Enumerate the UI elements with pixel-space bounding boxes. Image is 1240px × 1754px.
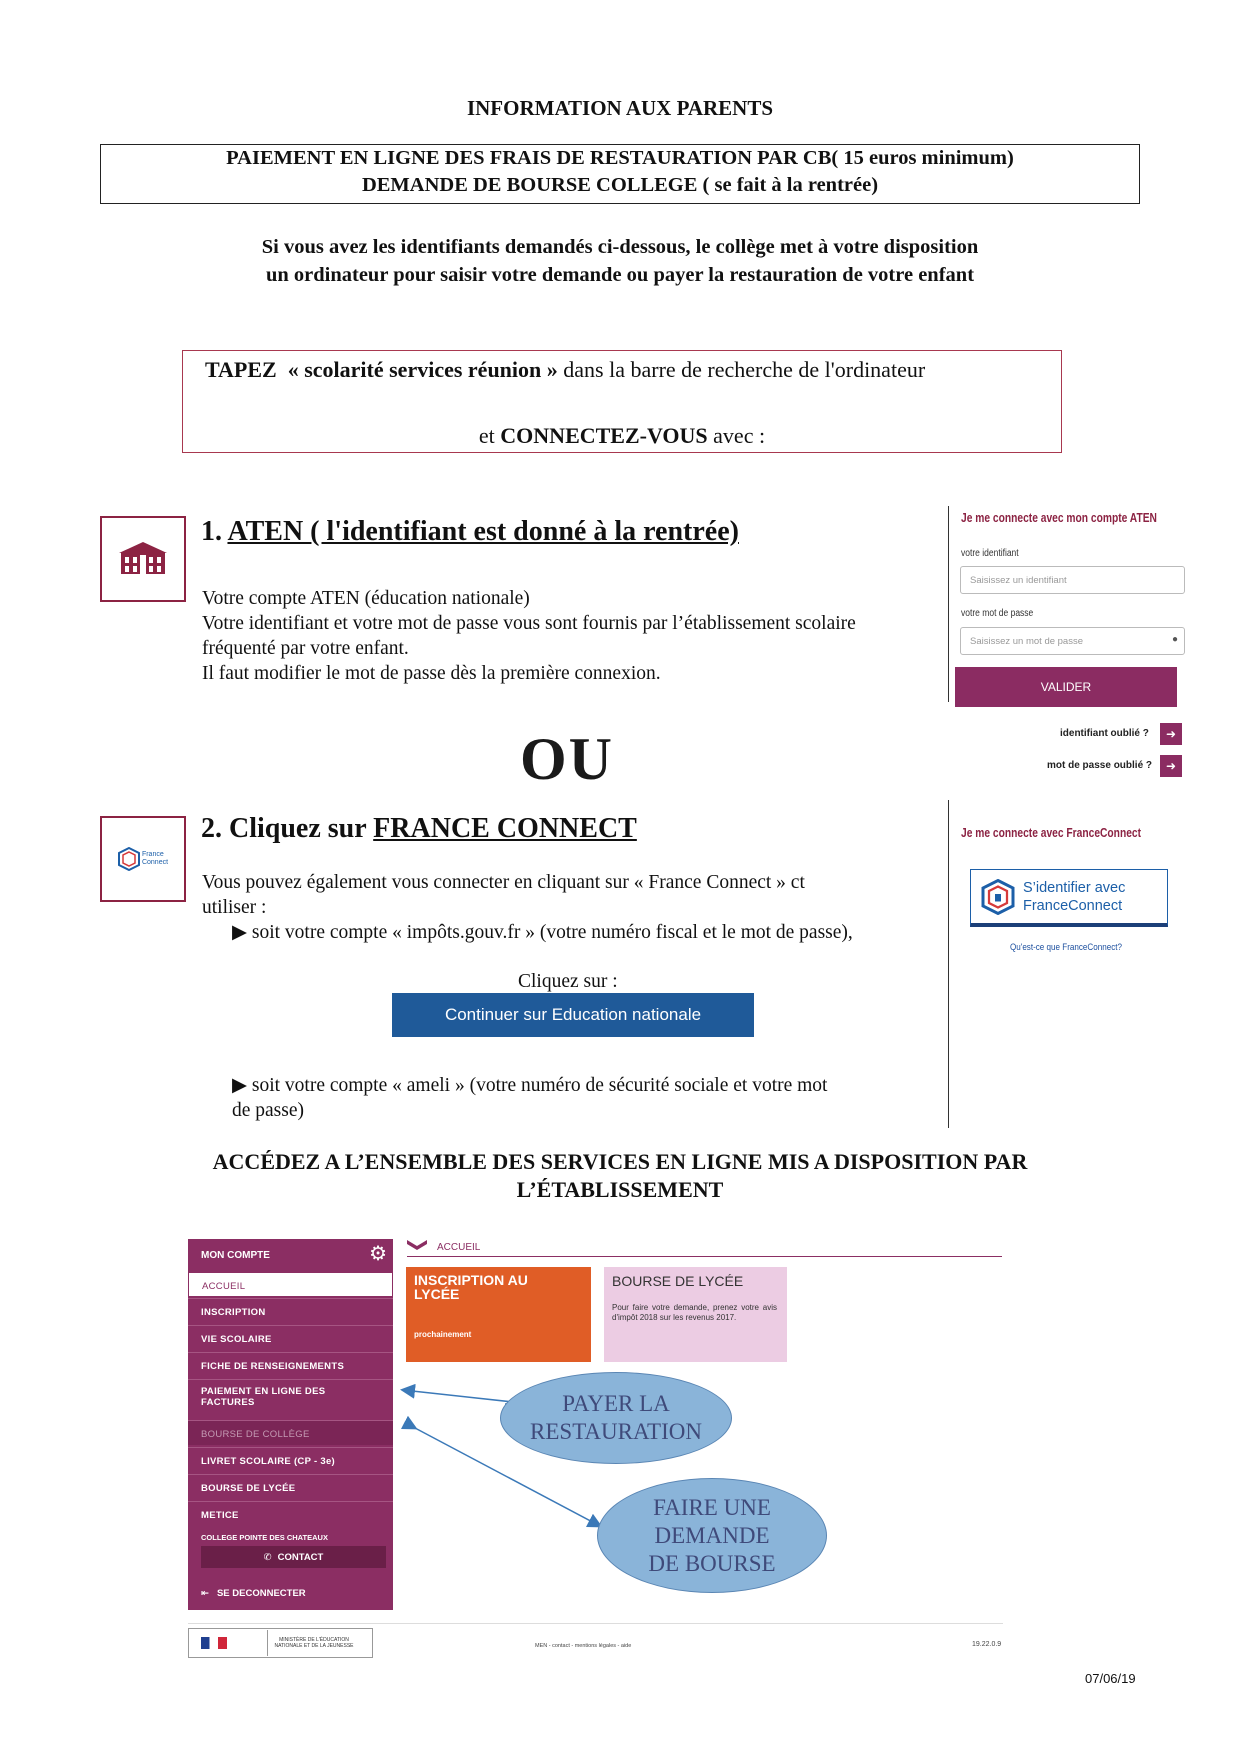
notice-line-bourse: DEMANDE DE BOURSE COLLEGE ( se fait à la rentrée) [361, 174, 879, 196]
logout-icon: ⇤ [201, 1588, 209, 1599]
callout-demande-bourse: FAIRE UNE DEMANDE DE BOURSE [597, 1478, 827, 1593]
college-name: COLLEGE POINTE DES CHATEAUX [201, 1533, 328, 1542]
portal-version: 19.22.0.9 [972, 1641, 1002, 1648]
instruction-line-1 [205, 357, 925, 383]
instruction-rest: dans la barre de recherche de l'ordinateur [557, 357, 926, 382]
aten-password-placeholder: Saisissez un mot de passe [970, 636, 1084, 647]
fc-bullet-ameli [232, 1073, 827, 1123]
search-instruction-box [182, 350, 1062, 453]
fc-title: FRANCE CONNECT [373, 813, 637, 844]
intro-line-2: un ordinateur pour saisir votre demande ou payer la restauration de votre enfant [265, 264, 975, 286]
fc-bullet-ameli-line-1: ▶ soit votre compte « ameli » (votre numéro de sécurité sociale et votre mot [232, 1075, 828, 1096]
fc-heading [201, 813, 637, 845]
instruction-tapez: TAPEZ [205, 357, 277, 382]
arrow-right-icon[interactable]: ➜ [1160, 755, 1182, 777]
ministry-name: MINISTÈRE DE L'ÉDUCATION NATIONALE ET DE LA JEUNESSE [274, 1637, 354, 1649]
franceconnect-logo [118, 847, 168, 871]
franceconnect-shield-icon [118, 847, 140, 871]
breadcrumb-rule [407, 1256, 1002, 1257]
aten-password-input[interactable] [960, 627, 1185, 655]
tile-inscription-title: INSCRIPTION AU LYCÉE [414, 1272, 528, 1302]
panel-divider-bottom [948, 800, 949, 1128]
aten-id-input[interactable]: Saisissez un identifiant [960, 566, 1185, 594]
logout-label: SE DECONNECTER [216, 1588, 306, 1599]
my-account-label: MON COMPTE [201, 1250, 270, 1261]
access-line-1: ACCÉDEZ A L’ENSEMBLE DES SERVICES EN LIGNE MIS A DISPOSITION PAR [212, 1149, 1028, 1174]
contact-button[interactable] [201, 1546, 386, 1568]
instruction-query: « scolarité services réunion » [287, 357, 558, 382]
tile-bourse-text: Pour faire votre demande, prenez votre avis d'impôt 2018 sur les revenus 2017. [612, 1303, 777, 1322]
menu-accueil[interactable]: ACCUEIL [188, 1272, 393, 1297]
aten-description [202, 586, 856, 686]
accueil-header-label: ACCUEIL [437, 1242, 481, 1253]
fc-bullet-impots: ▶ soit votre compte « impôts.gouv.fr » (votre numéro fiscal et le mot de passe), [232, 922, 853, 943]
arrow-to-paiement [403, 1390, 513, 1402]
page-title: INFORMATION AUX PARENTS [466, 96, 774, 120]
aten-icon-box [100, 516, 186, 602]
click-on-label: Cliquez sur : [518, 971, 618, 992]
aten-title: ATEN ( l'identifiant est donné à la rentrée) [227, 516, 739, 547]
tile-inscription-lycee[interactable] [406, 1267, 591, 1362]
forgot-id-link[interactable]: identifiant oublié ? [1060, 728, 1149, 739]
access-heading [0, 1148, 1240, 1204]
arrow-right-icon[interactable]: ➜ [1160, 723, 1182, 745]
menu-vie-scolaire[interactable]: VIE SCOLAIRE [188, 1325, 393, 1350]
what-is-franceconnect-link[interactable]: Qu'est-ce que FranceConnect? [1010, 942, 1122, 953]
gears-icon: ⚙ [369, 1241, 387, 1265]
tile-bourse-title: BOURSE DE LYCÉE [612, 1273, 744, 1289]
marianne-flag-icon [201, 1637, 227, 1649]
aten-heading [201, 516, 739, 548]
intro-text [150, 233, 1090, 289]
or-separator: OU [520, 726, 614, 792]
menu-metice[interactable]: METICE [188, 1501, 393, 1526]
aten-number: 1. [201, 516, 228, 547]
menu-livret-scolaire[interactable]: LIVRET SCOLAIRE (CP - 3e) [188, 1447, 393, 1472]
franceconnect-icon-box [100, 816, 186, 902]
school-building-icon [119, 542, 167, 576]
fc-logo-line-1: France [141, 851, 164, 858]
notice-box [100, 144, 1140, 204]
portal-footer-rule [188, 1623, 1003, 1624]
fc-line-1: Vous pouvez également vous connecter en cliquant sur « France Connect » ct [202, 872, 805, 893]
franceconnect-shield-icon [981, 879, 1015, 915]
fc-button-line-2: FranceConnect [1023, 897, 1123, 914]
ministry-logo [188, 1628, 373, 1658]
aten-line-4: Il faut modifier le mot de passe dès la première connexion. [202, 663, 661, 684]
document-date: 07/06/19 [1085, 1671, 1136, 1686]
fc-bullet-ameli-line-2: de passe) [232, 1100, 305, 1121]
fc-line-2: utiliser : [202, 897, 267, 918]
portal-breadcrumb [407, 1240, 480, 1253]
forgot-password-link[interactable]: mot de passe oublié ? [1047, 760, 1153, 771]
portal-account-header [188, 1239, 393, 1271]
menu-inscription[interactable]: INSCRIPTION [188, 1298, 393, 1323]
contact-label: CONTACT [277, 1551, 324, 1563]
instruction-line-2 [183, 423, 1061, 449]
aten-id-label: votre identifiant [961, 548, 1019, 559]
tile-inscription-subtitle: prochainement [414, 1330, 472, 1339]
panel-divider-top [948, 506, 949, 702]
aten-line-2: Votre identifiant et votre mot de passe vous sont fournis par l’établissement scolaire [202, 613, 856, 634]
fc-number: 2. Cliquez sur [201, 813, 374, 844]
franceconnect-button[interactable] [970, 869, 1168, 927]
intro-line-1: Si vous avez les identifiants demandés ci-dessous, le collège met à votre disposition [261, 236, 979, 258]
aten-line-3: fréquenté par votre enfant. [202, 638, 409, 659]
instruction-connect: CONNECTEZ-VOUS [500, 423, 708, 448]
menu-paiement-factures[interactable]: PAIEMENT EN LIGNE DES FACTURES [188, 1379, 393, 1419]
fc-logo-line-2: Connect [141, 859, 169, 866]
portal-footer-links[interactable]: MEN - contact - mentions légales - aide [535, 1643, 632, 1649]
aten-validate-button[interactable]: VALIDER [955, 667, 1177, 707]
tile-bourse-lycee[interactable] [604, 1267, 787, 1362]
chevron-icon [407, 1240, 427, 1250]
instruction-et: et [478, 423, 501, 448]
continue-education-button[interactable]: Continuer sur Education nationale [392, 993, 754, 1037]
notice-line-payment: PAIEMENT EN LIGNE DES FRAIS DE RESTAURATION PAR CB( 15 euros minimum) [226, 147, 1014, 169]
callout-payer-restauration: PAYER LA RESTAURATION [500, 1372, 732, 1464]
logout-link[interactable] [201, 1588, 306, 1599]
menu-bourse-college[interactable]: BOURSE DE COLLÈGE [188, 1420, 393, 1445]
menu-fiche-renseignements[interactable]: FICHE DE RENSEIGNEMENTS [188, 1352, 393, 1377]
fc-panel-title: Je me connecte avec FranceConnect [961, 826, 1142, 840]
fc-button-line-1: S’identifier avec [1023, 879, 1126, 896]
fc-description [202, 870, 853, 945]
aten-panel-title: Je me connecte avec mon compte ATEN [961, 511, 1157, 525]
menu-bourse-lycee[interactable]: BOURSE DE LYCÉE [188, 1474, 393, 1499]
password-dot-icon: ● [1171, 634, 1178, 645]
aten-line-1: Votre compte ATEN (éducation nationale) [202, 588, 530, 609]
phone-icon: ✆ [263, 1551, 272, 1563]
instruction-avec: avec : [707, 423, 766, 448]
access-line-2: L’ÉTABLISSEMENT [516, 1177, 724, 1202]
aten-password-label: votre mot de passe [961, 608, 1034, 619]
